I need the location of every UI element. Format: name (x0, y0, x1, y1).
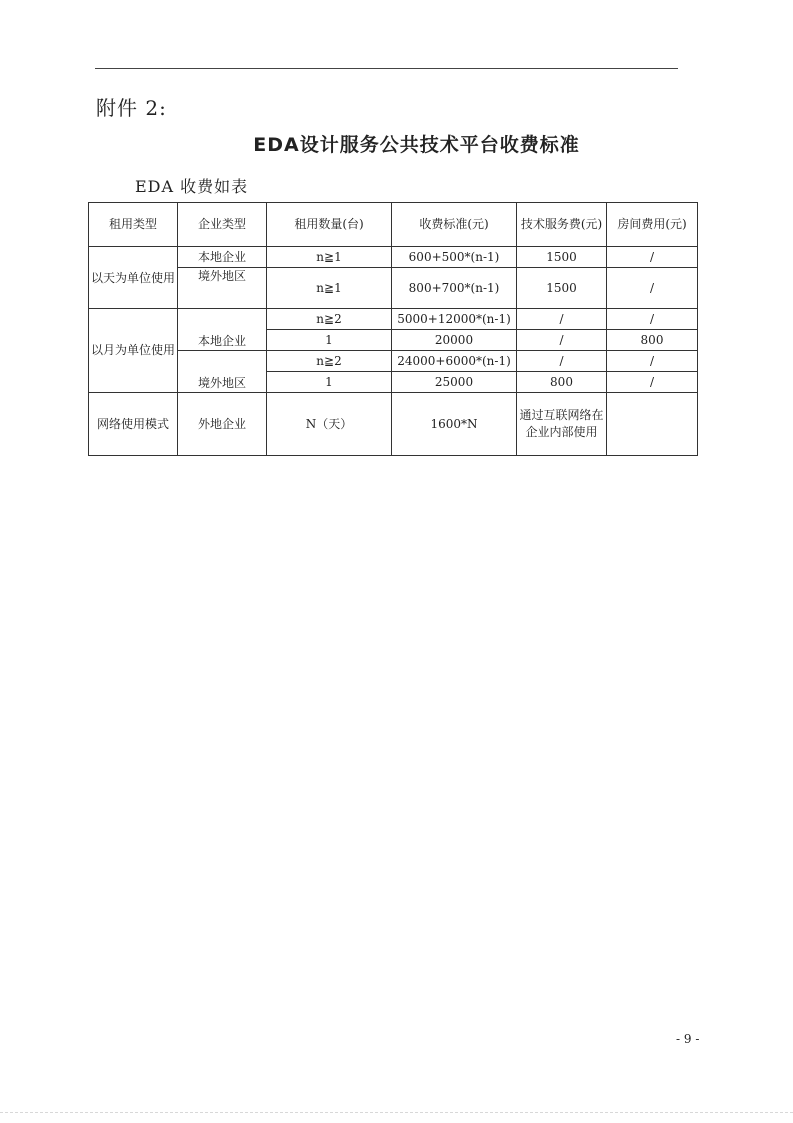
company-cell: 境外地区 (178, 268, 267, 309)
table-row (89, 351, 698, 372)
attachment-label: 附件 2: (96, 96, 167, 120)
header-tech-fee: 技术服务费(元) (517, 203, 607, 247)
quantity-cell: 1 (267, 330, 392, 351)
tech-fee-cell: 1500 (517, 247, 607, 268)
quantity-cell: n≧1 (267, 268, 392, 309)
room-fee-cell: / (607, 247, 698, 268)
standard-cell: 25000 (392, 372, 517, 393)
scan-edge (0, 1112, 793, 1113)
header-rent-type: 租用类型 (89, 203, 178, 247)
table-row (89, 247, 698, 268)
table-caption: EDA 收费如表 (135, 177, 249, 196)
daily-rent-label: 以天为单位使用 (89, 247, 178, 309)
quantity-cell: n≧1 (267, 247, 392, 268)
tech-fee-cell: / (517, 351, 607, 372)
network-mode-label: 网络使用模式 (89, 393, 178, 456)
table-row (89, 393, 698, 456)
tech-fee-cell: 800 (517, 372, 607, 393)
room-fee-cell: / (607, 351, 698, 372)
room-fee-cell: 800 (607, 330, 698, 351)
room-fee-cell: / (607, 268, 698, 309)
table-row (89, 309, 698, 330)
standard-cell: 5000+12000*(n-1) (392, 309, 517, 330)
quantity-cell: N（天） (267, 393, 392, 456)
monthly-local-company: 本地企业 (178, 309, 267, 351)
header-standard: 收费标准(元) (392, 203, 517, 247)
tech-fee-cell: 通过互联网络在企业内部使用 (517, 393, 607, 456)
monthly-overseas-company: 境外地区 (178, 351, 267, 393)
header-quantity: 租用数量(台) (267, 203, 392, 247)
quantity-cell: n≧2 (267, 351, 392, 372)
page-number: - 9 - (676, 1032, 700, 1046)
monthly-rent-label: 以月为单位使用 (89, 309, 178, 393)
tech-fee-cell: 1500 (517, 268, 607, 309)
header-room-fee: 房间费用(元) (607, 203, 698, 247)
standard-cell: 600+500*(n-1) (392, 247, 517, 268)
room-fee-cell (607, 393, 698, 456)
room-fee-cell: / (607, 372, 698, 393)
standard-cell: 1600*N (392, 393, 517, 456)
table-row (89, 268, 698, 309)
table-header-row (89, 203, 698, 247)
header-company-type: 企业类型 (178, 203, 267, 247)
company-cell: 外地企业 (178, 393, 267, 456)
quantity-cell: n≧2 (267, 309, 392, 330)
tech-fee-cell: / (517, 330, 607, 351)
company-cell: 本地企业 (178, 247, 267, 268)
header-rule (95, 68, 678, 69)
room-fee-cell: / (607, 309, 698, 330)
tech-fee-cell: / (517, 309, 607, 330)
document-title: EDA设计服务公共技术平台收费标准 (253, 134, 580, 156)
quantity-cell: 1 (267, 372, 392, 393)
standard-cell: 24000+6000*(n-1) (392, 351, 517, 372)
fee-table (88, 202, 698, 456)
standard-cell: 20000 (392, 330, 517, 351)
standard-cell: 800+700*(n-1) (392, 268, 517, 309)
